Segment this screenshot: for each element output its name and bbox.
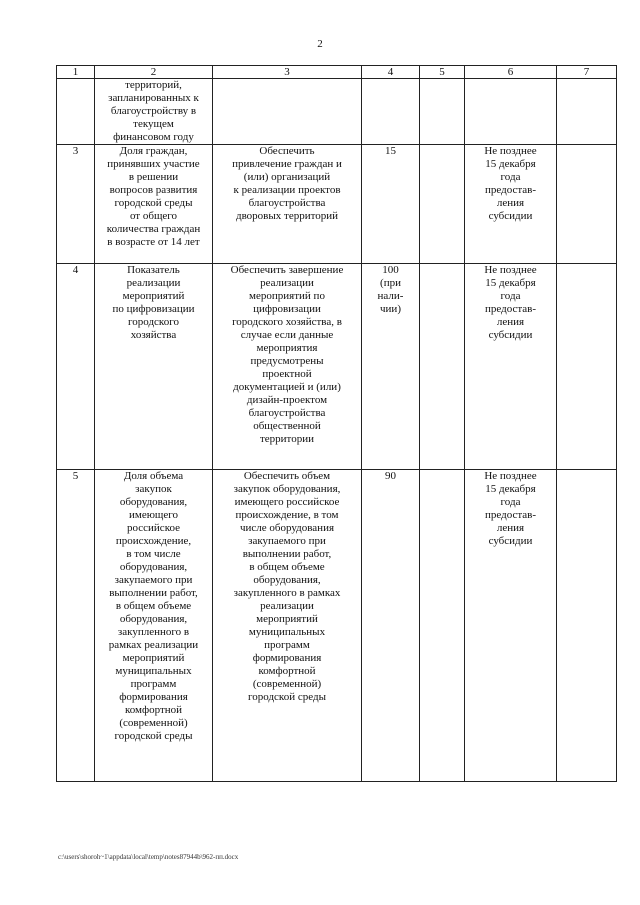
empty-cell	[420, 470, 465, 782]
empty-cell	[557, 79, 617, 145]
indicator-deadline: Не позднее 15 декабря года предостав- ления субсидии	[465, 145, 557, 264]
indicator-value: 90	[362, 470, 420, 782]
indicator-requirement	[213, 79, 362, 145]
empty-cell	[557, 264, 617, 470]
indicator-name: территорий, запланированных к благоустройству в текущем финансовом году	[95, 79, 213, 145]
table-row	[57, 264, 617, 470]
indicator-value: 100 (при нали- чии)	[362, 264, 420, 470]
indicator-deadline: Не позднее 15 декабря года предостав- ления субсидии	[465, 470, 557, 782]
indicator-requirement: Обеспечить завершение реализации мероприятий по цифровизации городского хозяйства, в случае если данные мероприятия предусмотрены проектной документацией и (или) дизайн-проектом благоустройства общественной территории	[213, 264, 362, 470]
table-row	[57, 145, 617, 264]
column-header: 6	[465, 66, 557, 79]
indicator-deadline	[465, 79, 557, 145]
empty-cell	[420, 79, 465, 145]
row-number: 4	[57, 264, 95, 470]
column-header: 4	[362, 66, 420, 79]
indicator-deadline: Не позднее 15 декабря года предостав- ления субсидии	[465, 264, 557, 470]
empty-cell	[557, 470, 617, 782]
indicator-requirement: Обеспечить объем закупок оборудования, имеющего российское происхождение, в том числе оборудования закупаемого при выполнении работ, в общем объеме оборудования, закупленного в рамках реализации мероприятий муниципальных программ формирования комфортной (современной) городской среды	[213, 470, 362, 782]
column-header: 2	[95, 66, 213, 79]
table-row	[57, 470, 617, 782]
column-header: 3	[213, 66, 362, 79]
table-row	[57, 79, 617, 145]
page-number: 2	[317, 38, 323, 50]
row-number	[57, 79, 95, 145]
file-path-footer: c:\users\shoroh~1\appdata\local\temp\notes87944b\962-пп.docx	[58, 853, 239, 861]
row-number: 5	[57, 470, 95, 782]
table-header-row	[57, 66, 617, 79]
empty-cell	[420, 145, 465, 264]
empty-cell	[557, 145, 617, 264]
column-header: 7	[557, 66, 617, 79]
indicator-name: Доля граждан, принявших участие в решении вопросов развития городской среды от общего количества граждан в возрасте от 14 лет	[95, 145, 213, 264]
indicator-name: Показатель реализации мероприятий по цифровизации городского хозяйства	[95, 264, 213, 470]
column-header: 1	[57, 66, 95, 79]
indicator-value	[362, 79, 420, 145]
indicator-requirement: Обеспечить привлечение граждан и (или) организаций к реализации проектов благоустройства дворовых территорий	[213, 145, 362, 264]
indicators-table	[56, 65, 617, 782]
indicator-value: 15	[362, 145, 420, 264]
empty-cell	[420, 264, 465, 470]
indicator-name: Доля объема закупок оборудования, имеющего российское происхождение, в том числе оборудования, закупаемого при выполнении работ, в общем объеме оборудования, закупленного в рамках реализации мероприятий муниципальных программ формирования комфортной (современной) городской среды	[95, 470, 213, 782]
column-header: 5	[420, 66, 465, 79]
row-number: 3	[57, 145, 95, 264]
